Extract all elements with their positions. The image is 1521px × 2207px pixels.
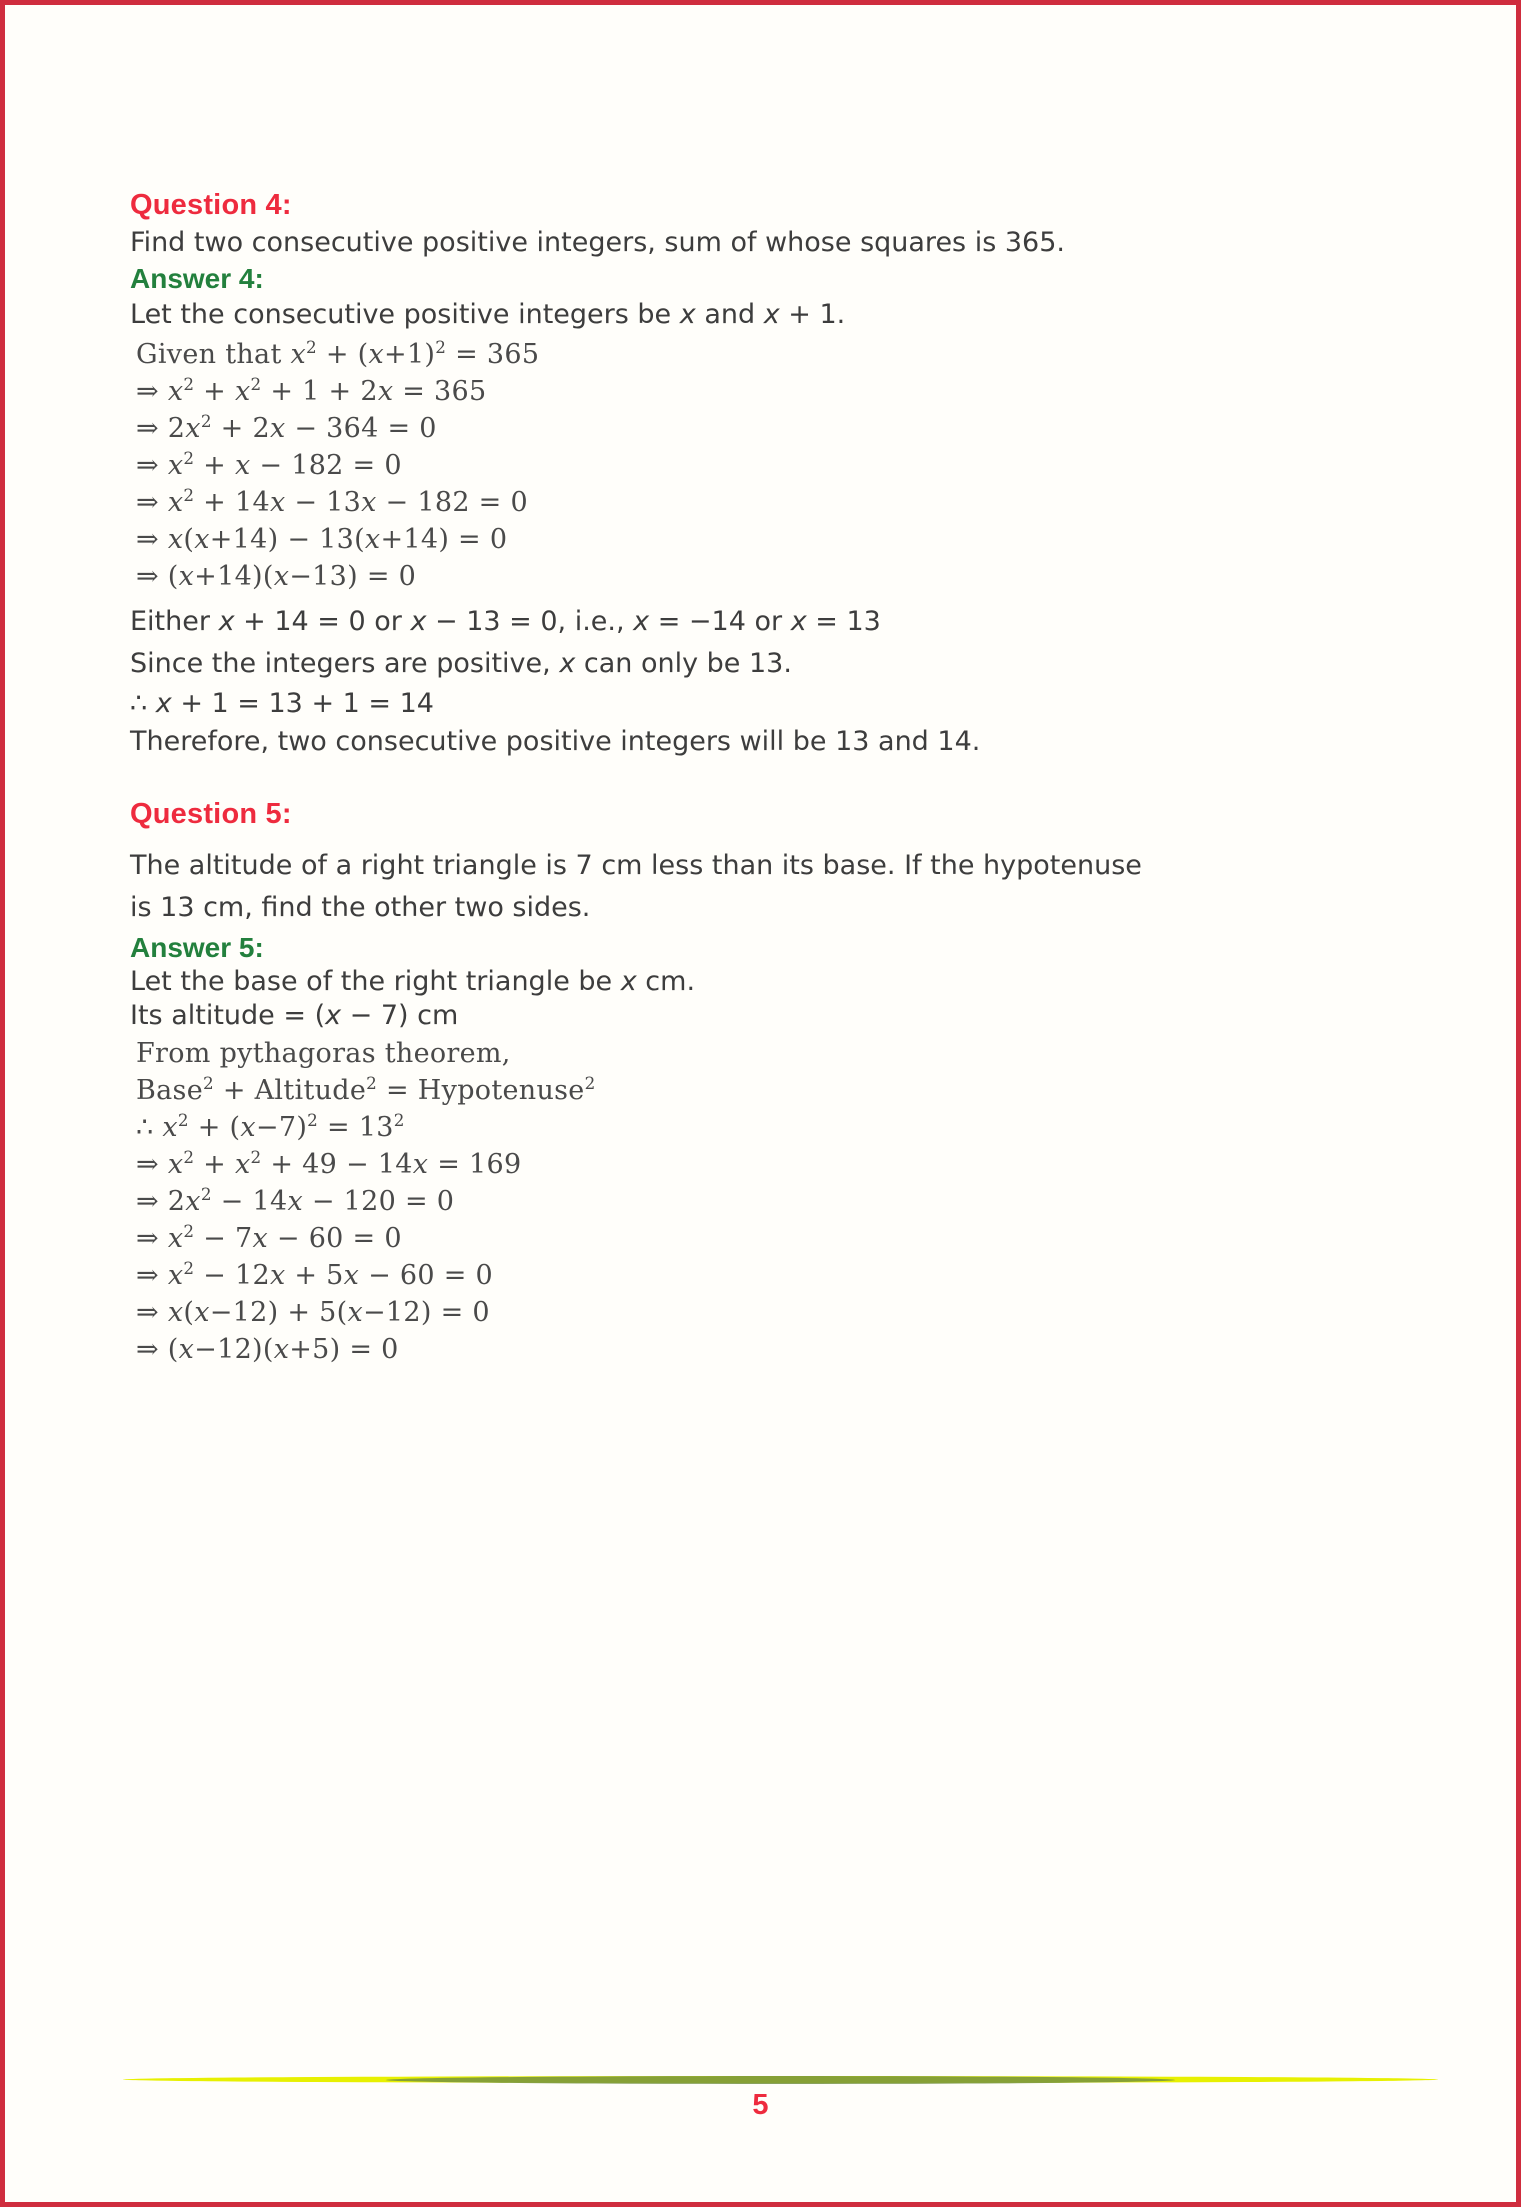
page-number: 5 (752, 2089, 769, 2121)
equation-line: ⇒ x(x−12) + 5(x−12) = 0 (136, 1297, 490, 1328)
answer4-therefore-line: ∴ x + 1 = 13 + 1 = 14 (130, 688, 434, 719)
answer5-intro1: Let the base of the right triangle be x cm. (130, 966, 696, 997)
equation-line: ⇒ $2x^2 + 2x - 364 = 0$ (136, 411, 437, 444)
question5-heading: Question 5: (130, 798, 292, 830)
answer4-heading: Answer 4: (130, 263, 264, 294)
answer4-conclusion: Therefore, two consecutive positive integers will be 13 and 14. (130, 726, 981, 757)
answer4-intro: Let the consecutive positive integers be x and x + 1. (130, 299, 846, 330)
equation-line: ⇒ $2x^2 - 14x - 120 = 0$ (136, 1184, 455, 1217)
question5-text-line1: The altitude of a right triangle is 7 cm less than its base. If the hypotenuse (130, 850, 1142, 881)
equation-line: ⇒ (x+14)(x−13) = 0 (136, 561, 417, 592)
footer-highlight-divider (123, 2073, 1438, 2085)
equation-line: ⇒ (x−12)(x+5) = 0 (136, 1334, 399, 1365)
question4-heading: Question 4: (130, 189, 292, 221)
question5-text-line2: is 13 cm, find the other two sides. (130, 892, 591, 923)
equation-line: From pythagoras theorem, (136, 1038, 511, 1069)
answer4-equations (136, 336, 1420, 595)
equation-line: ⇒ $x^2 - 7x - 60 = 0$ (136, 1221, 402, 1254)
equation-line: Given that $x^2 + (x+1)^2 = 365$ (136, 337, 540, 370)
answer4-positive-note: Since the integers are positive, x can only be 13. (130, 648, 792, 679)
question4-text: Find two consecutive positive integers, sum of whose squares is 365. (130, 227, 1065, 258)
equation-line: ⇒ $x^2 + 14x - 13x - 182 = 0$ (136, 485, 528, 518)
equation-line: ⇒ $x^2 + x - 182 = 0$ (136, 448, 402, 481)
equation-line: ⇒ x(x+14) − 13(x+14) = 0 (136, 524, 508, 555)
equation-line: ⇒ $x^2 + x^2 + 1 + 2x = 365$ (136, 374, 487, 407)
equation-line: ⇒ $x^2 + x^2 + 49 - 14x = 169$ (136, 1147, 522, 1180)
answer5-equations (136, 1035, 1420, 1368)
equation-line: Base$^2$ + Altitude$^2$ = Hypotenuse$^2$ (136, 1073, 596, 1106)
divider-olive-stroke (386, 2076, 1175, 2084)
answer4-case-line: Either x + 14 = 0 or x − 13 = 0, i.e., x = −14 or x = 13 (130, 606, 881, 637)
equation-line: ∴ $x^2 + (x-7)^2 = 13^2$ (136, 1110, 405, 1143)
page-content (130, 5, 1420, 1368)
answer5-intro2: Its altitude = (x − 7) cm (130, 1000, 459, 1031)
equation-line: ⇒ $x^2 - 12x + 5x - 60 = 0$ (136, 1258, 493, 1291)
answer5-heading: Answer 5: (130, 932, 264, 963)
